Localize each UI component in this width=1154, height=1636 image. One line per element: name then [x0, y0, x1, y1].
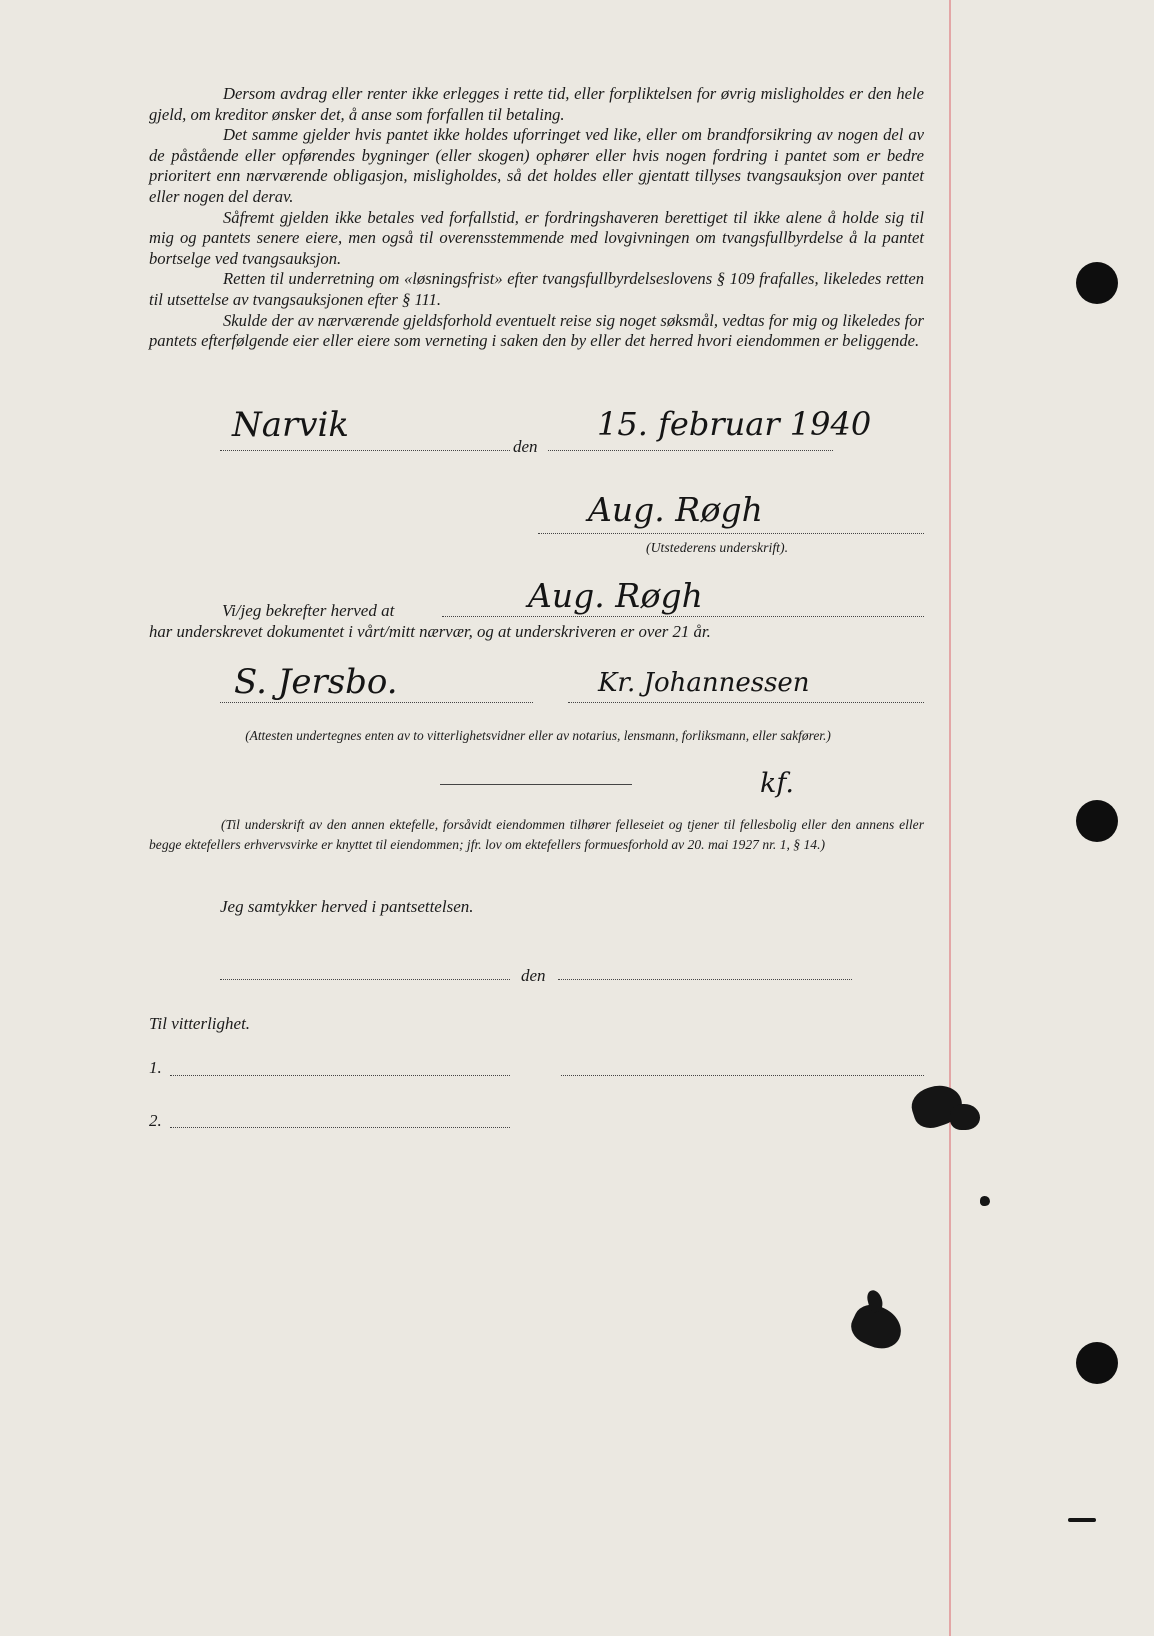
witness-entry-1-line — [170, 1075, 510, 1076]
paragraph-maturity: Såfremt gjelden ikke betales ved forfallstid, er fordringshaveren berettiget til ikke alene å holde sig til mig og pantets senere eiere, men også til overensstemmende med lovgivningen om tvangsfullbyrdelse å la pantet bortselge ved tvangsauksjon. — [149, 207, 924, 268]
date-den-label: den — [513, 437, 538, 456]
witness-entry-2-label: 2. — [149, 1111, 162, 1130]
witness-entry-1-label: 1. — [149, 1058, 162, 1077]
paragraph-venue: Skulde der av nærværende gjeldsforhold eventuelt reise sig noget søksmål, vedtas for mig og likeledes for pantets efterfølgende eier eller eiere som verneting i saken den by eller det herred hvori eiendommen er beliggende. — [149, 310, 924, 351]
witness-entry-2-line — [170, 1127, 510, 1128]
witness-signature1-line — [220, 702, 533, 703]
spouse-signature-line — [440, 784, 632, 785]
paragraph-default: Dersom avdrag eller renter ikke erlegges i rette tid, eller forpliktelsen for øvrig misligholdes er den hele gjeld, om kreditor ønsker det, å anse som forfallen til betaling. — [149, 84, 924, 124]
witness-line1-label: Vi/jeg bekrefter herved at — [222, 601, 395, 620]
punch-hole-middle — [1076, 800, 1118, 842]
witness-name-handwritten: Aug. Røgh — [528, 576, 703, 615]
witness-signature1-handwritten: S. Jersbo. — [234, 662, 398, 702]
witness-signature2-line — [568, 702, 924, 703]
paragraph-notice: Retten til underretning om «løsningsfrist» efter tvangsfullbyrdelseslovens § 109 frafalles, likeledes retten til utsettelse av tvangsauksjonen efter § 111. — [149, 269, 924, 309]
margin-rule — [949, 0, 951, 1636]
spouse-note: (Til underskrift av den annen ektefelle, forsåvidt eiendommen tilhører felleseiet og tjener til fellesbolig eller den annens eller begge ektefellers erhvervsvirke er knyttet til eiendommen; jfr. lov om ektefellers formuesforhold av 20. mai 1927 nr. 1, § 14.) — [149, 817, 924, 852]
consent-place-line — [220, 979, 510, 980]
date-line — [548, 450, 833, 451]
ink-stain-upper-small — [950, 1104, 980, 1130]
place-line — [220, 450, 510, 451]
witnesses-title: Til vitterlighet. — [149, 1014, 251, 1033]
witness-entry-1-second-line — [561, 1075, 924, 1076]
place-handwritten: Narvik — [232, 405, 349, 445]
consent-den-label: den — [521, 966, 546, 985]
consent-date-line — [558, 979, 852, 980]
witness-name-line — [442, 616, 924, 617]
issuer-caption: (Utstederens underskrift). — [646, 540, 789, 555]
punch-hole-bottom — [1076, 1342, 1118, 1384]
paragraph-insurance: Det samme gjelder hvis pantet ikke holdes uforringet ved like, eller om brandforsikring av nogen del av de påstående eller opførendes bygninger (eller skogen) ophører eller hvis nogen fordring i pantet som er bedre prioritert enn nærværende obligasjon, misligholdes, så det holdes eller gjentatt tillyses tvangsauksjon over pantet eller nogen del derav. — [149, 125, 924, 206]
punch-hole-top — [1076, 262, 1118, 304]
initials-handwritten: kf. — [760, 768, 794, 799]
ink-dash — [1068, 1518, 1096, 1522]
date-handwritten: 15. februar 1940 — [597, 405, 872, 443]
issuer-signature-handwritten: Aug. Røgh — [588, 490, 763, 529]
witness-line2: har underskrevet dokumentet i vårt/mitt nærvær, og at underskriveren er over 21 år. — [149, 622, 711, 641]
issuer-signature-line — [538, 533, 924, 534]
terms-text — [149, 84, 924, 352]
spouse-consent: Jeg samtykker herved i pantsettelsen. — [220, 897, 474, 916]
witness-note: (Attesten undertegnes enten av to vitterlighetsvidner eller av notarius, lensmann, forliksmann, eller sakfører.) — [245, 728, 831, 743]
ink-speck — [980, 1196, 990, 1206]
witness-signature2-handwritten: Kr. Johannessen — [598, 668, 810, 698]
